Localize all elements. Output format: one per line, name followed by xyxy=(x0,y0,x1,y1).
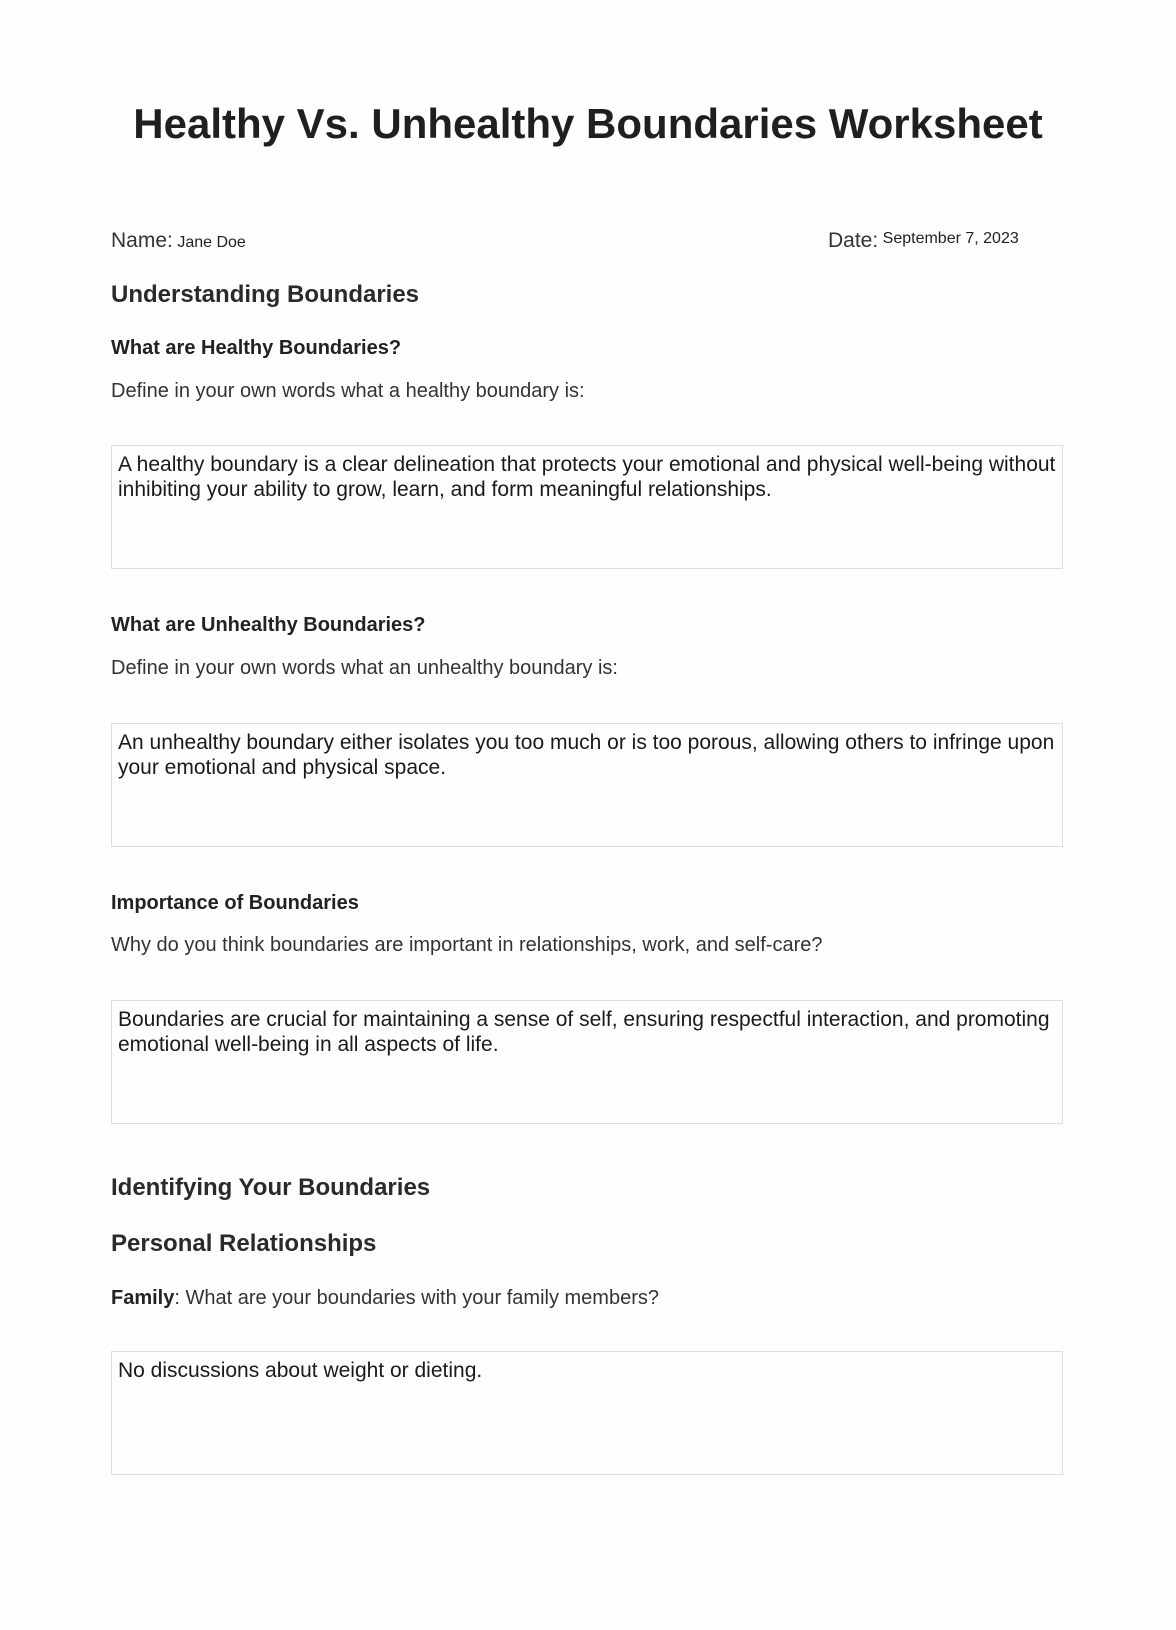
unhealthy-answer-box[interactable]: An unhealthy boundary either isolates you too much or is too porous, allowing others to infringe upon your emotional and physical space. xyxy=(111,723,1063,847)
name-value[interactable]: Jane Doe xyxy=(177,234,246,251)
family-answer-box[interactable]: No discussions about weight or dieting. xyxy=(111,1351,1063,1475)
unhealthy-heading: What are Unhealthy Boundaries? xyxy=(111,614,426,636)
name-field xyxy=(111,229,246,253)
date-field xyxy=(828,229,1019,253)
personal-relationships-heading: Personal Relationships xyxy=(111,1230,377,1257)
date-value[interactable]: September 7, 2023 xyxy=(882,230,1019,247)
family-question: : What are your boundaries with your family members? xyxy=(174,1287,659,1309)
section-heading-identifying: Identifying Your Boundaries xyxy=(111,1174,431,1201)
healthy-prompt: Define in your own words what a healthy boundary is: xyxy=(111,380,585,402)
name-label: Name: xyxy=(111,229,173,252)
healthy-heading: What are Healthy Boundaries? xyxy=(111,337,402,359)
section-heading-understanding: Understanding Boundaries xyxy=(111,281,420,308)
importance-heading: Importance of Boundaries xyxy=(111,892,359,914)
family-prompt xyxy=(111,1287,659,1310)
page-title: Healthy Vs. Unhealthy Boundaries Worksheet xyxy=(133,100,1043,147)
unhealthy-prompt: Define in your own words what an unhealthy boundary is: xyxy=(111,657,618,679)
importance-answer-box[interactable]: Boundaries are crucial for maintaining a sense of self, ensuring respectful interaction, and promoting emotional well-being in all aspects of life. xyxy=(111,1000,1063,1124)
healthy-answer-box[interactable]: A healthy boundary is a clear delineation that protects your emotional and physical well-being without inhibiting your ability to grow, learn, and form meaningful relationships. xyxy=(111,445,1063,569)
family-label: Family xyxy=(111,1287,175,1309)
date-label: Date: xyxy=(828,229,879,252)
importance-prompt: Why do you think boundaries are important in relationships, work, and self-care? xyxy=(111,934,823,956)
